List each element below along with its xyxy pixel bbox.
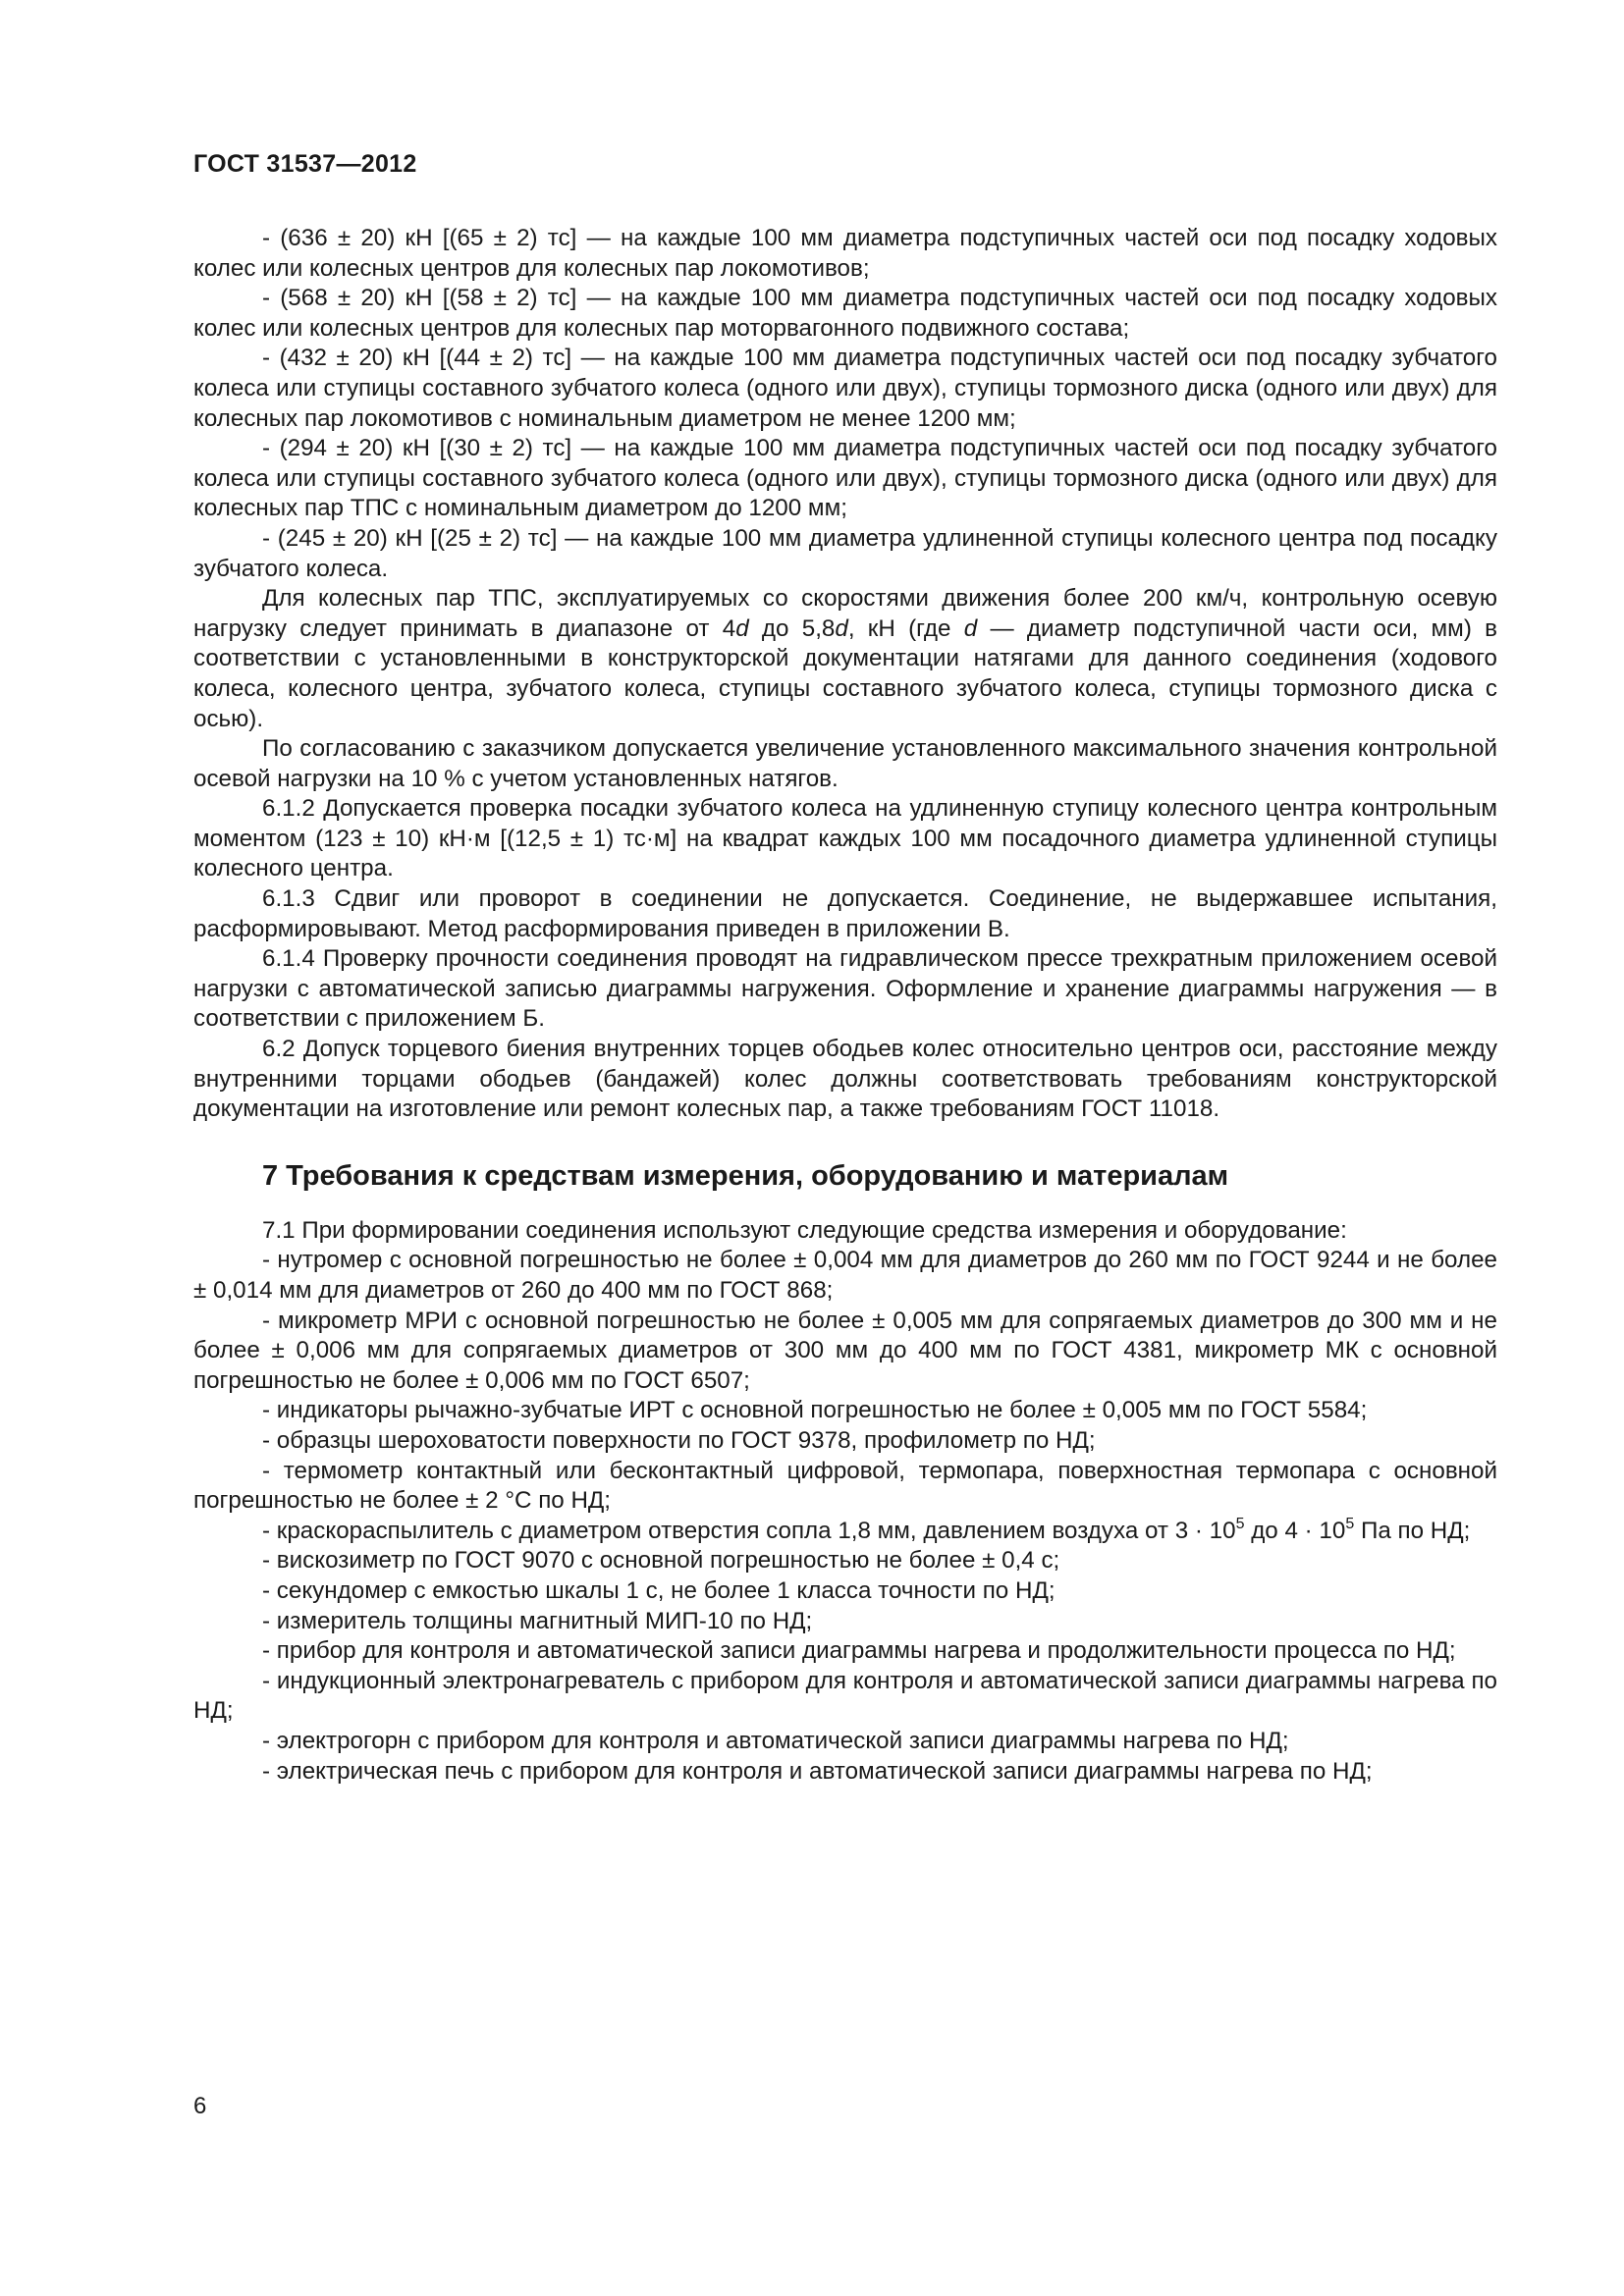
symbol-d: d (735, 614, 749, 642)
paragraph-load-gear-tps: - (294 ± 20) кН [(30 ± 2) тс] — на каждые 100 мм диаметра подступичных частей оси под посадку зубчатого колеса или ступицы составного зубчатого колеса (одного или двух), ступицы тормозного диска (одного или двух) для колесных пар ТПС с номинальным диаметром до 1200 мм; (193, 435, 1497, 522)
list-item-thermometer: - термометр контактный или бесконтактный цифровой, термопара, поверхностная термопара с основной погрешностью не более ± 2 °С по НД; (193, 1457, 1497, 1515)
exponent: 5 (1235, 1515, 1245, 1532)
list-item-stopwatch: - секундомер с емкостью шкалы 1 с, не более 1 класса точности по НД; (262, 1576, 1056, 1604)
symbol-d: d (835, 614, 848, 642)
list-item-bore-gauge: - нутромер с основной погрешностью не более ± 0,004 мм для диаметров до 260 мм по ГОСТ 9244 и не более ± 0,014 мм для диаметров от 260 до 400 мм по ГОСТ 868; (193, 1247, 1497, 1304)
list-item-thickness-gauge: - измеритель толщины магнитный МИП-10 по НД; (262, 1607, 813, 1634)
document-code-header: ГОСТ 31537—2012 (193, 150, 417, 178)
paragraph-load-gear-locomotive: - (432 ± 20) кН [(44 ± 2) тс] — на каждые 100 мм диаметра подступичных частей оси под посадку зубчатого колеса или ступицы составного зубчатого колеса (одного или двух), ступицы тормозного диска (одного или двух) для колесных пар локомотивов с номинальным диаметром не менее 1200 мм; (193, 345, 1497, 432)
section-7-heading: 7 Требования к средствам измерения, оборудованию и материалам (262, 1159, 1229, 1192)
clause-6-2: 6.2 Допуск торцевого биения внутренних торцев ободьев колес относительно центров оси, расстояние между внутренними торцами ободьев (бандажей) колес должны соответствовать требованиям конструкторской документации на изготовление или ремонт колесных пар, а также требованиям ГОСТ 11018. (193, 1036, 1497, 1123)
list-item-roughness-samples: - образцы шероховатости поверхности по ГОСТ 9378, профилометр по НД; (262, 1426, 1096, 1454)
list-item-viscometer: - вискозиметр по ГОСТ 9070 с основной погрешностью не более ± 0,4 с; (262, 1547, 1060, 1575)
list-item-spray-gun: - краскораспылитель с диаметром отверстия сопла 1,8 мм, давлением воздуха от $3 \cdot 10^5$ до $4 \cdot 10^5$ Па по НД; (262, 1515, 1471, 1544)
list-item-heating-recorder: - прибор для контроля и автоматической записи диаграммы нагрева и продолжительности процесса по НД; (262, 1637, 1456, 1665)
list-item-micrometer: - микрометр МРИ с основной погрешностью не более ± 0,005 мм для сопрягаемых диаметров до 300 мм и не более ± 0,006 мм для сопрягаемых диаметров от 300 мм до 400 мм по ГОСТ 4381, микрометр МК с основной погрешностью не более ± 0,006 мм по ГОСТ 6507; (193, 1307, 1497, 1394)
clause-7-1: 7.1 При формировании соединения используют следующие средства измерения и оборудование: (262, 1216, 1347, 1244)
paragraph-load-emu-wheels: - (568 ± 20) кН [(58 ± 2) тс] — на каждые 100 мм диаметра подступичных частей оси под посадку ходовых колес или колесных центров для колесных пар моторвагонного подвижного состава; (193, 285, 1497, 342)
paragraph-high-speed-load: Для колесных пар ТПС, эксплуатируемых со скоростями движения более 200 км/ч, контрольную осевую нагрузку следует принимать в диапазоне от 4d до 5,8d, кН (где d — диаметр подступичной части оси, мм) в соответствии с установленными в конструкторской документации натягами для данного соединения (ходового колеса, колесного центра, зубчатого колеса, ступицы составного зубчатого колеса, ступицы тормозного диска с осью). (193, 585, 1497, 732)
list-item-electric-furnace: - электрическая печь с прибором для контроля и автоматической записи диаграммы нагрева по НД; (262, 1757, 1373, 1785)
list-item-induction-heater: - индукционный электронагреватель с прибором для контроля и автоматической записи диаграммы нагрева по НД; (193, 1667, 1497, 1725)
paragraph-load-extended-hub: - (245 ± 20) кН [(25 ± 2) тс] — на каждые 100 мм диаметра удлиненной ступицы колесного центра под посадку зубчатого колеса. (193, 524, 1497, 582)
page-number: 6 (193, 2093, 207, 2119)
clause-6-1-4: 6.1.4 Проверку прочности соединения проводят на гидравлическом прессе трехкратным приложением осевой нагрузки с автоматической записью диаграммы нагружения. Оформление и хранение диаграммы нагружения — в соответствии с приложением Б. (193, 945, 1497, 1033)
paragraph-load-locomotive-wheels: - (636 ± 20) кН [(65 ± 2) тс] — на каждые 100 мм диаметра подступичных частей оси под посадку ходовых колес или колесных центров для колесных пар локомотивов; (193, 225, 1497, 282)
symbol-d: d (963, 614, 978, 642)
list-item-electric-forge: - электрогорн с прибором для контроля и автоматической записи диаграммы нагрева по НД; (262, 1727, 1289, 1754)
paragraph-load-increase: По согласованию с заказчиком допускается увеличение установленного максимального значения контрольной осевой нагрузки на 10 % с учетом установленных натягов. (193, 735, 1497, 792)
exponent: 5 (1345, 1515, 1355, 1532)
page-body (193, 224, 1497, 1787)
list-item-indicators: - индикаторы рычажно-зубчатые ИРТ с основной погрешностью не более ± 0,005 мм по ГОСТ 5584; (262, 1397, 1368, 1424)
clause-6-1-3: 6.1.3 Сдвиг или проворот в соединении не допускается. Соединение, не выдержавшее испытания, расформировывают. Метод расформирования приведен в приложении В. (193, 885, 1497, 942)
clause-6-1-2: 6.1.2 Допускается проверка посадки зубчатого колеса на удлиненную ступицу колесного центра контрольным моментом (123 ± 10) кН·м [(12,5 ± 1) тс·м] на квадрат каждых 100 мм посадочного диаметра удлиненной ступицы колесного центра. (193, 795, 1497, 882)
